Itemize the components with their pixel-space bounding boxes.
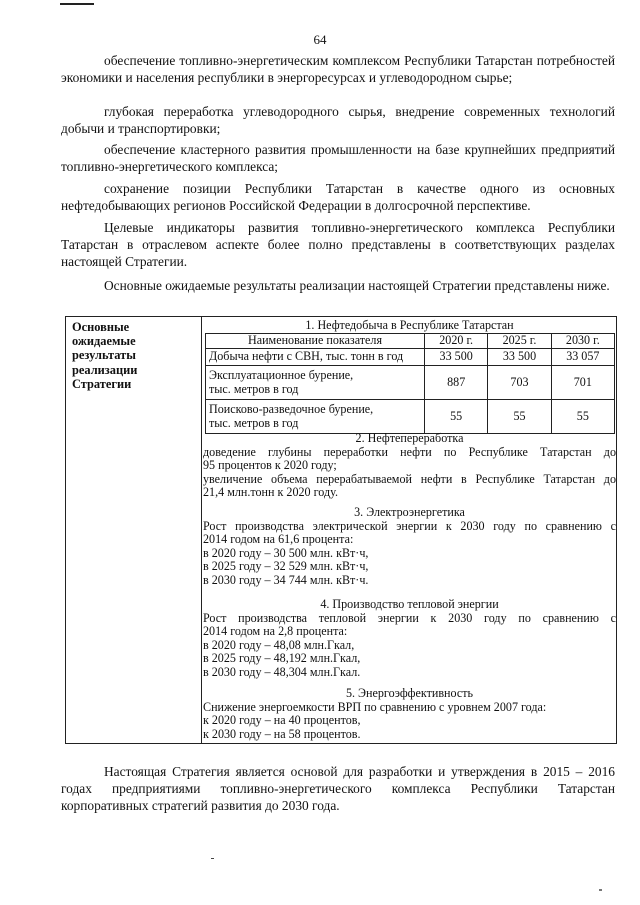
table-cell-value: 33 057 [551, 349, 614, 366]
section-5-line: к 2020 году – на 40 процентов, [203, 713, 361, 727]
table-cell-value: 55 [551, 400, 614, 434]
goal-item-1: обеспечение топливно-энергетическим комплексом Республики Татарстан потребностей экономики и населения республики в энергоресурсах и углеводородном сырье; [61, 53, 615, 85]
section-2 [203, 432, 616, 500]
results-header: Основные ожидаемые результаты реализации Стратегии [72, 320, 138, 391]
results-intro: Основные ожидаемые результаты реализации настоящей Стратегии представлены ниже. [104, 278, 610, 293]
section-4-line: Рост производства тепловой энергии к 2030 году по сравнению с [203, 610, 616, 625]
section-2-line: 21,4 млн.тонн к 2020 году. [203, 485, 338, 499]
table-header-cell: Наименование показателя [206, 334, 425, 349]
table-cell-value: 701 [551, 366, 614, 400]
section-2-line: 95 процентов к 2020 году; [203, 458, 337, 472]
table-cell-name: Добыча нефти с СВН, тыс. тонн в год [206, 349, 425, 366]
column-divider [201, 317, 202, 743]
oil-production-table [205, 333, 615, 434]
scan-mark [599, 889, 602, 891]
section-3-line: Рост производства электрической энергии к 2030 году по сравнению с [203, 518, 616, 533]
table-cell-value: 33 500 [425, 349, 488, 366]
section-1-title: 1. Нефтедобыча в Республике Татарстан [305, 318, 514, 332]
section-4 [203, 598, 616, 679]
table-row [206, 349, 615, 366]
section-3-line: в 2025 году – 32 529 млн. кВт·ч, [203, 559, 369, 573]
section-5-title: 5. Энергоэффективность [345, 686, 474, 700]
section-4-line: 2014 годом на 2,8 процента: [203, 624, 348, 638]
section-2-line: доведение глубины переработки нефти по Республике Татарстан до [203, 444, 616, 459]
table-cell-value: 55 [425, 400, 488, 434]
table-header-cell: 2025 г. [488, 334, 551, 349]
section-2-title: 2. Нефтепереработка [355, 431, 464, 445]
section-3-line: 2014 годом на 61,6 процента: [203, 532, 354, 546]
table-cell-name: Эксплуатационное бурение, тыс. метров в год [206, 366, 425, 400]
section-3-line: в 2030 году – 34 744 млн. кВт·ч. [203, 572, 369, 587]
header-rule [60, 3, 94, 5]
scan-mark [211, 858, 214, 859]
goal-item-4: сохранение позиции Республики Татарстан в качестве одного из основных нефтедобывающих регионов Российской Федерации в долгосрочной перспективе. [61, 181, 615, 213]
table-cell-value: 703 [488, 366, 551, 400]
section-4-title: 4. Производство тепловой энергии [320, 597, 499, 611]
section-5-line: Снижение энергоемкости ВРП по сравнению с уровнем 2007 года: [203, 699, 547, 714]
page-number: 64 [313, 32, 327, 47]
closing-paragraph: Настоящая Стратегия является основой для разработки и утверждения в 2015 – 2016 годах предприятиями топливно-энергетического комплекса Республики Татарстан корпоративных стратегий развития до 2030 года. [61, 764, 615, 813]
table-cell-value: 33 500 [488, 349, 551, 366]
table-cell-value: 55 [488, 400, 551, 434]
table-row [206, 400, 615, 434]
table-cell-name: Поисково-разведочное бурение, тыс. метров в год [206, 400, 425, 434]
results-table [65, 316, 617, 744]
section-3-title: 3. Электроэнергетика [354, 505, 465, 519]
section-4-line: в 2020 году – 48,08 млн.Гкал, [203, 637, 355, 652]
section-5 [203, 687, 616, 741]
indicators-paragraph: Целевые индикаторы развития топливно-энергетического комплекса Республики Татарстан в отраслевом аспекте более полно представлены в соответствующих разделах настоящей Стратегии. [61, 220, 615, 269]
table-cell-value: 887 [425, 366, 488, 400]
section-5-line: к 2030 году – на 58 процентов. [203, 726, 361, 741]
section-3 [203, 506, 616, 587]
table-header-cell: 2020 г. [425, 334, 488, 349]
section-2-line: увеличение объема перерабатываемой нефти в Республике Татарстан до [203, 471, 616, 486]
section-4-line: в 2025 году – 48,192 млн.Гкал, [203, 651, 361, 665]
table-header-cell: 2030 г. [551, 334, 614, 349]
table-row [206, 366, 615, 400]
section-3-line: в 2020 году – 30 500 млн. кВт·ч, [203, 545, 369, 560]
section-4-line: в 2030 году – 48,304 млн.Гкал. [203, 664, 361, 679]
goal-item-2: глубокая переработка углеводородного сырья, внедрение современных технологий добычи и транспортировки; [61, 104, 615, 136]
goal-item-3: обеспечение кластерного развития промышленности на базе крупнейших предприятий топливно-энергетического комплекса; [61, 142, 615, 174]
